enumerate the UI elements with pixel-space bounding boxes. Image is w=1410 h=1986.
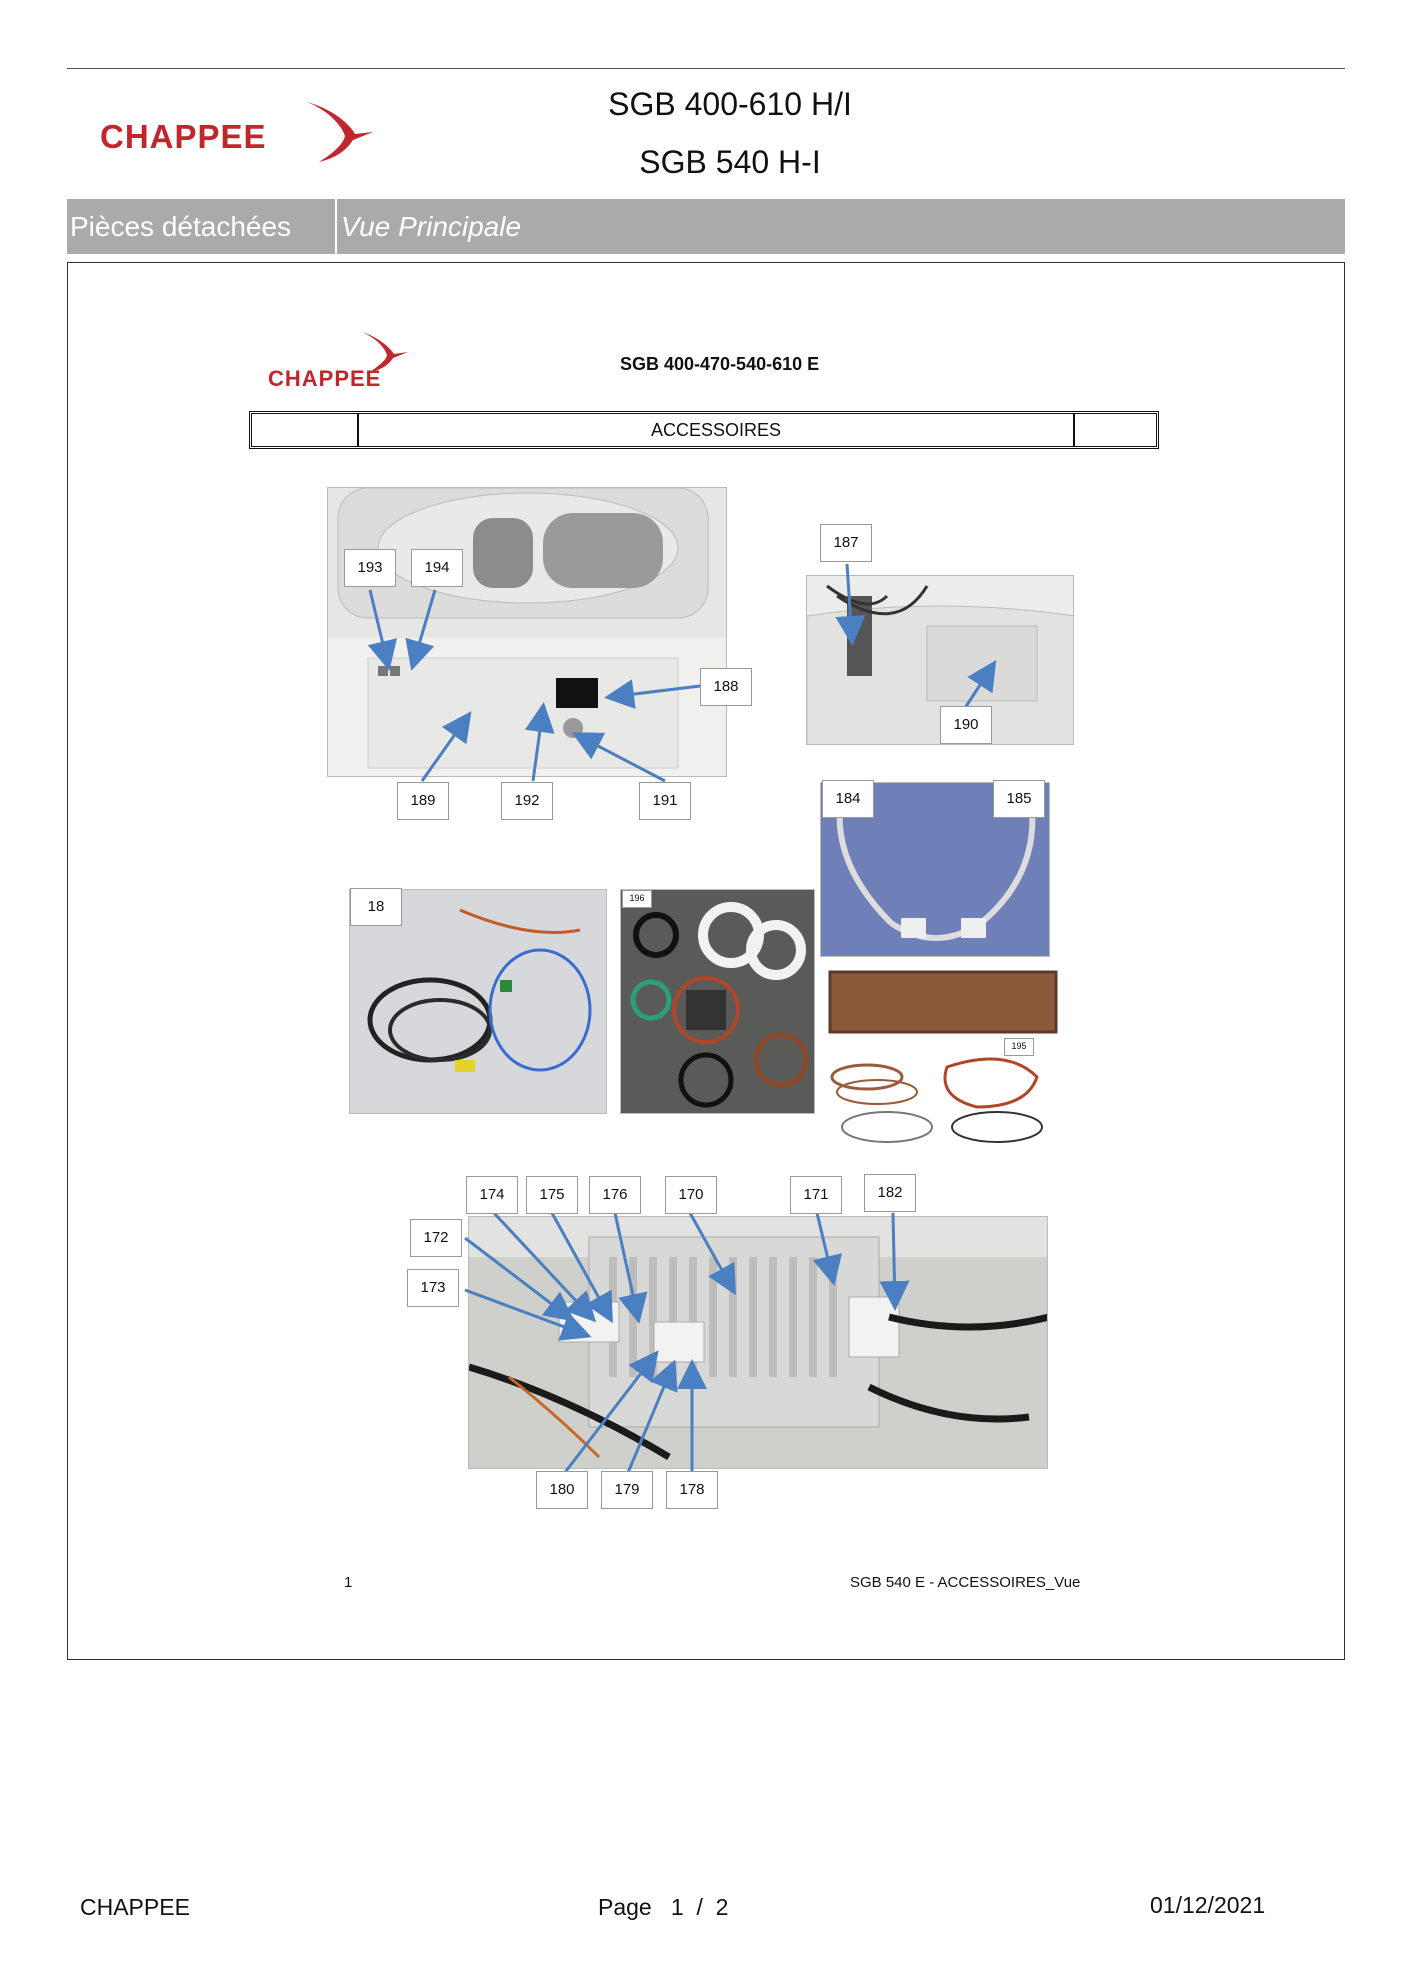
callout-173: 173: [407, 1269, 459, 1307]
callout-195: 195: [1004, 1038, 1034, 1056]
callout-189: 189: [397, 782, 449, 820]
callout-179: 179: [601, 1471, 653, 1509]
callout-171: 171: [790, 1176, 842, 1214]
callout-175: 175: [526, 1176, 578, 1214]
footer-date: 01/12/2021: [1150, 1892, 1266, 1918]
callout-18: 18: [350, 888, 402, 926]
callout-176: 176: [589, 1176, 641, 1214]
callout-193: 193: [344, 549, 396, 587]
callout-184: 184: [822, 780, 874, 818]
model-title-1: SGB 400-610 H/I: [608, 86, 852, 122]
footer-company: CHAPPEE: [80, 1894, 190, 1920]
model-title-2: SGB 540 H-I: [639, 144, 821, 180]
callout-187: 187: [820, 524, 872, 562]
section-view-label: Vue Principale: [341, 211, 522, 242]
section-parts-label: Pièces détachées: [70, 211, 292, 242]
brand-name: CHAPPEE: [100, 118, 267, 155]
callout-194: 194: [411, 549, 463, 587]
callout-192: 192: [501, 782, 553, 820]
sheet-brand-name: CHAPPEE: [268, 366, 382, 391]
sheet-page-number: 1: [344, 1574, 353, 1591]
callout-191: 191: [639, 782, 691, 820]
footer-page-label: Page 1 / 2: [598, 1894, 729, 1920]
callout-190: 190: [940, 706, 992, 744]
callout-185: 185: [993, 780, 1045, 818]
callout-172: 172: [410, 1219, 462, 1257]
callout-180: 180: [536, 1471, 588, 1509]
callout-196: 196: [622, 890, 652, 908]
callout-188: 188: [700, 668, 752, 706]
sheet-title: SGB 400-470-540-610 E: [620, 354, 820, 374]
sheet-reference: SGB 540 E - ACCESSOIRES_Vue: [850, 1574, 1081, 1591]
callout-170: 170: [665, 1176, 717, 1214]
accessories-label: ACCESSOIRES: [650, 420, 782, 440]
callout-182: 182: [864, 1174, 916, 1212]
callout-174: 174: [466, 1176, 518, 1214]
callout-178: 178: [666, 1471, 718, 1509]
